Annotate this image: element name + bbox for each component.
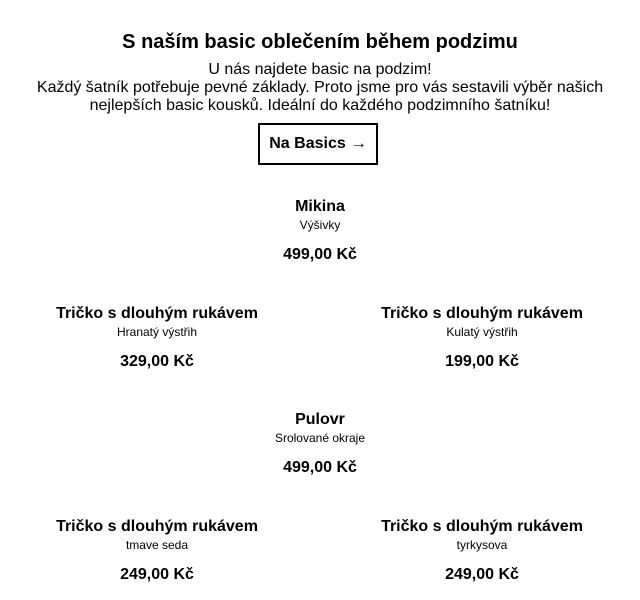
- product-card[interactable]: [180, 198, 460, 264]
- product-price: 249,00 Kč: [445, 566, 519, 583]
- product-card[interactable]: [342, 305, 622, 371]
- product-name: Tričko s dlouhým rukávem: [56, 518, 258, 535]
- product-variant: tyrkysova: [456, 538, 508, 552]
- product-variant: Výšivky: [299, 218, 341, 232]
- page-title: S naším basic oblečením během podzimu: [122, 31, 518, 53]
- intro-line: U nás najdete basic na podzim!: [208, 61, 432, 78]
- product-card[interactable]: [342, 518, 622, 584]
- product-price: 249,00 Kč: [120, 566, 194, 583]
- arrow-right-icon: →: [350, 135, 367, 152]
- product-name: Tričko s dlouhým rukávem: [56, 305, 258, 322]
- product-price: 329,00 Kč: [120, 353, 194, 370]
- cta-label: Na Basics: [269, 135, 346, 152]
- product-name: Mikina: [295, 198, 345, 215]
- product-price: 199,00 Kč: [445, 353, 519, 370]
- product-price: 499,00 Kč: [283, 459, 357, 476]
- product-name: Tričko s dlouhým rukávem: [381, 305, 583, 322]
- product-variant: Srolované okraje: [274, 431, 366, 445]
- product-variant: Hranatý výstřih: [116, 325, 198, 339]
- product-name: Tričko s dlouhým rukávem: [381, 518, 583, 535]
- product-name: Pulovr: [295, 411, 345, 428]
- product-variant: Kulatý výstřih: [446, 325, 518, 339]
- intro-text: [0, 61, 640, 115]
- product-card[interactable]: [17, 518, 297, 584]
- intro-line: nejlepších basic kousků. Ideální do každého podzimního šatníku!: [89, 97, 551, 114]
- product-card[interactable]: [17, 305, 297, 371]
- product-price: 499,00 Kč: [283, 246, 357, 263]
- intro-line: Každý šatník potřebuje pevné základy. Proto jsme pro vás sestavili výběr našich: [36, 79, 604, 96]
- hero-section: [0, 30, 640, 115]
- product-card[interactable]: [180, 411, 460, 477]
- product-variant: tmave seda: [125, 538, 189, 552]
- na-basics-button[interactable]: [258, 123, 378, 165]
